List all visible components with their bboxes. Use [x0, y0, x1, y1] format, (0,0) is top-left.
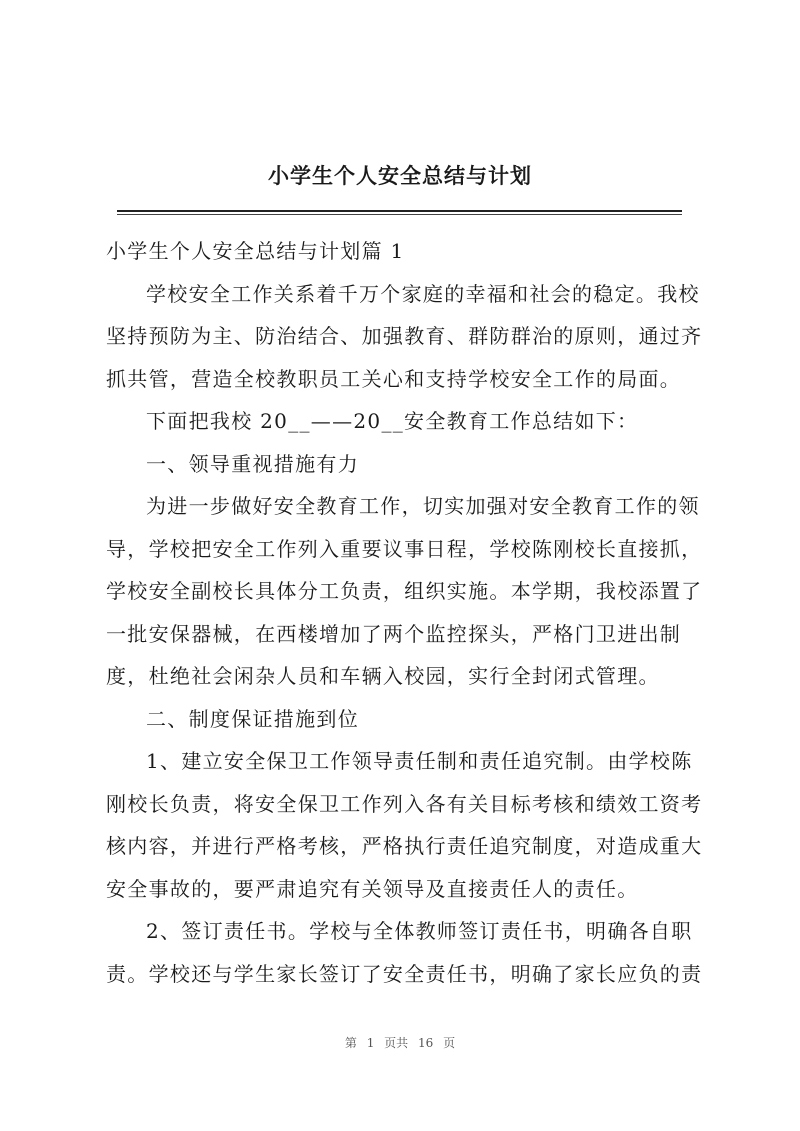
subheading-system: 二、制度保证措施到位 [146, 706, 359, 731]
document-body [106, 230, 706, 995]
title-divider-thin [117, 214, 682, 215]
title-divider-thick [117, 210, 682, 212]
paragraph-summary-lead: 下面把我校 20__——20__安全教育工作总结如下： [146, 409, 639, 433]
paragraph-responsibility-system: 1、建立安全保卫工作领导责任制和责任追究制。由学校陈刚校长负责，将安全保卫工作列入各有关目标考核和绩效工资考核内容，并进行严格考核，严格执行责任追究制度，对造成重大安全事故的，要严肃追究有关领导及直接责任人的责任。 [106, 749, 703, 901]
paragraph-responsibility-letter: 2、签订责任书。学校与全体教师签订责任书，明确各自职责。学校还与学生家长签订了安全责任书，明确了家长应负的责 [106, 919, 703, 986]
subheading-leadership: 一、领导重视措施有力 [146, 451, 359, 476]
paragraph-leadership: 为进一步做好安全教育工作，切实加强对安全教育工作的领导，学校把安全工作列入重要议事日程，学校陈刚校长直接抓，学校安全副校长具体分工负责，组织实施。本学期，我校添置了一批安保器械，在西楼增加了两个监控探头，严格门卫进出制度，杜绝社会闲杂人员和车辆入校园，实行全封闭式管理。 [106, 494, 703, 688]
document-title: 小学生个人安全总结与计划 [268, 164, 532, 188]
page-footer: 第 1 页共 16 页 [344, 1036, 456, 1050]
section-heading: 小学生个人安全总结与计划篇 1 [106, 239, 405, 263]
paragraph-intro: 学校安全工作关系着千万个家庭的幸福和社会的稳定。我校坚持预防为主、防治结合、加强教育、群防群治的原则，通过齐抓共管，营造全校教职员工关心和支持学校安全工作的局面。 [106, 281, 703, 391]
